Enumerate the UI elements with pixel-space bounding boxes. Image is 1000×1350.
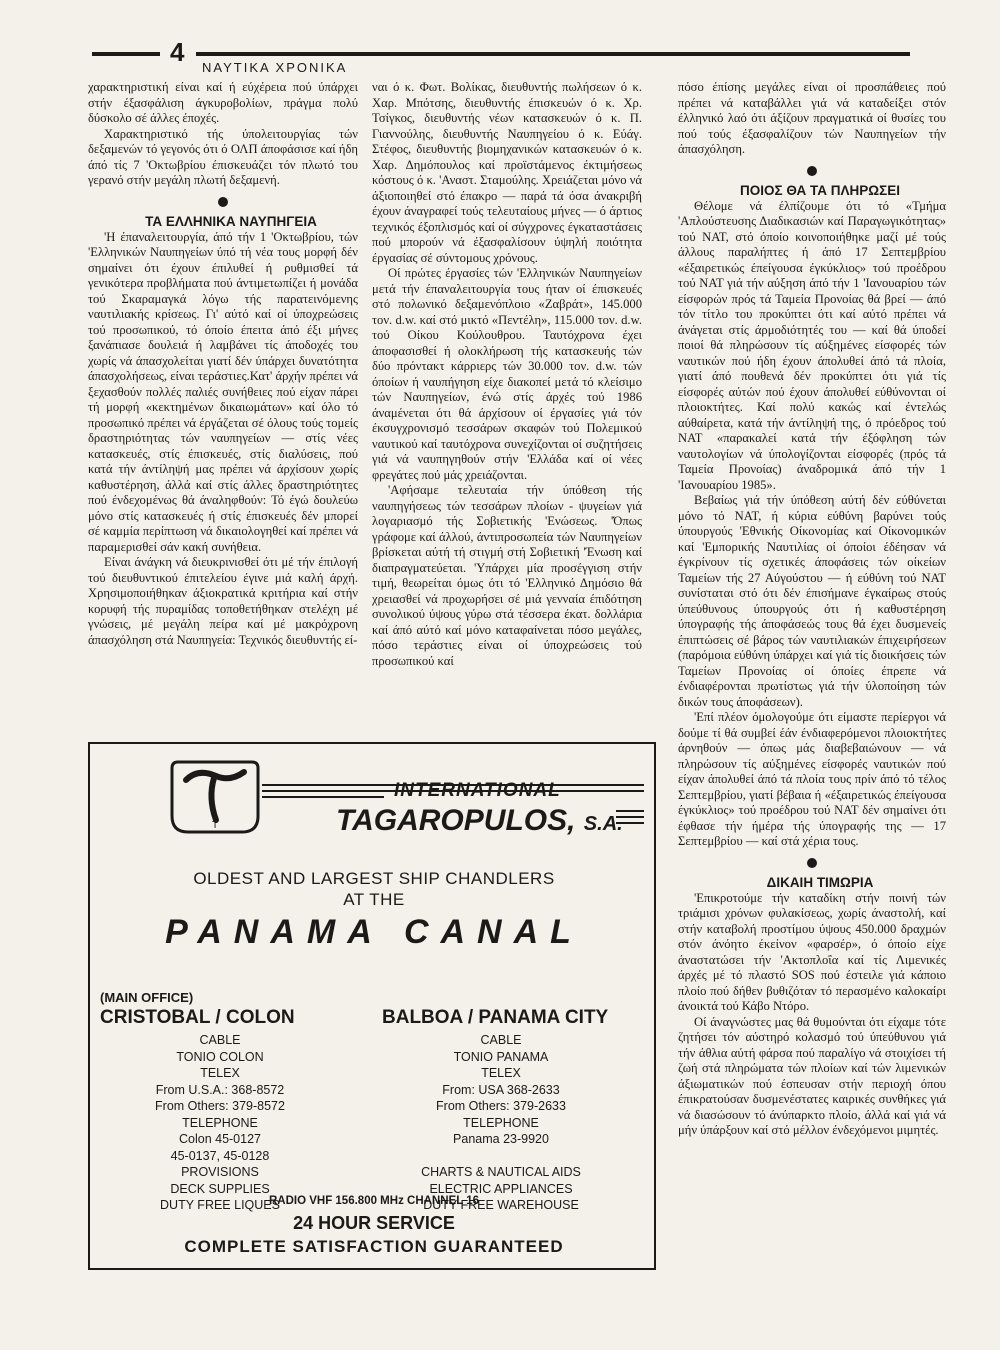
ad-line: From Others: 379-2633	[436, 1099, 566, 1113]
article-column-3	[678, 80, 946, 1139]
ad-line: Colon 45-0127	[178, 1132, 261, 1146]
ad-line: TELEX	[481, 1066, 521, 1080]
advertisement-box	[88, 742, 656, 1270]
ad-tagline-line1: OLDEST AND LARGEST SHIP CHANDLERS	[193, 869, 555, 888]
ad-line: TELEPHONE	[182, 1115, 258, 1130]
section-heading: ΠΟΙΟΣ ΘΑ ΤΑ ΠΛΗΡΩΣΕΙ	[740, 182, 900, 198]
ad-line: TONIO PANAMA	[453, 1049, 549, 1064]
paragraph: 'Επί πλέον όμολογούμε ότι είμαστε περίεργοι νά δούμε τί θά συμβεί έάν ένδιαφερόμενοι πλοιοκτήτες άρνηθούν — όπως μάς διαβεβαιώνουν — νά πληρώσουν τίς αύξημένες είσφορές ναυτικών πού είχαν άπολυθεί άπό τά πλοία τους πρίν άπό τό τέλος Σεπτεμβρίου, γιατί βέβαια ή «έξαιρετικώς έπείγουσα έγκύκλιος» τού προέδρου τού ΝΑΤ δέν σημαίνει ότι έφθασε τήν ήμέρα τής ύπογραφής της — 17 Σεπτεμβρίου — καί στά χέρια τους.	[678, 710, 946, 848]
section-bullet-icon	[807, 166, 817, 176]
ad-line: From: USA 368-2633	[442, 1082, 560, 1097]
ad-line: Panama 23-9920	[453, 1132, 549, 1146]
ad-line: CABLE	[199, 1033, 241, 1047]
ad-line: DUTY FREE WAREHOUSE	[423, 1198, 579, 1212]
paragraph: πόσο έπίσης μεγάλες είναι οί προσπάθειες πού πρέπει νά καταβάλλει γιά νά καταδείξει στόν έλληνικό λαό ότι άξίζουν πραγματικά οί θυσίες του πού τούς έξασφαλίζουν τών Ναυπηγείων τήν άπασχόληση.	[678, 80, 946, 156]
paragraph: 'Αφήσαμε τελευταία τήν ύπόθεση τής ναυπηγήσεως τών τεσσάρων πλοίων - ψυγείων γιά λογαριασμό τής Σοβιετικής 'Ενώσεως. 'Όπως γράφομε καί άλλού, άντιπροσωπεία τών Ναυπηγείων βρίσκεται αύτή τή στιγμή στή Σοβιετική 'Ένωση καί διαπραγματεύεται. 'Υπάρχει μία προσέγγιση στήν τιμή, θεωρείται όμως ότι τό 'Ελληνικό Δημόσιο θά χρειασθεί νά προχωρήσει σέ μιά γενναία έπιδότηση συνολικού ύψους γύρω στά τέσσερα έκατ. δολλάρια καί άπό αύτό καί μόνο καταφαίνεται πόσο μεγάλες, πόσο τεράστιες είναι οί ύποχρεώσεις τού προσωπικού καί	[372, 483, 642, 668]
ad-tagline	[90, 868, 658, 910]
ad-canal: PANAMA CANAL	[165, 913, 583, 951]
ad-line: PROVISIONS	[181, 1165, 259, 1179]
article-column-1	[88, 80, 358, 648]
paragraph: 'Επικροτούμε τήν καταδίκη στήν ποινή τών τριάμισι χρόνων φυλακίσεως, χωρίς άναστολή, καί στήν καταβολή προστίμου ύψους 450.000 δραχμών στόν άνόητο έκείνον «φαρσέρ», ό όποίο είχε άναστατώσει τήν 'Ακτοπλοΐα καί τίς Λιμενικές άρχές μέ τό πλαστό SOS πού έστειλε γιά κάποιο πλοίο πού δήθεν βυθιζόταν τό περασμένο καλοκαίρι άνοικτά τού Κάβο Ντόρο.	[678, 890, 946, 1013]
publication-title: ΝΑΥΤΙΚΑ ΧΡΟΝΙΚΑ	[202, 60, 348, 75]
logo-letter: T	[211, 820, 219, 831]
header-rule-right	[196, 52, 910, 56]
ad-line: TONIO COLON	[176, 1049, 264, 1064]
ad-right-contacts	[382, 1032, 620, 1214]
ad-line: 45-0137, 45-0128	[170, 1148, 270, 1163]
ad-line: TELEPHONE	[463, 1115, 539, 1130]
ad-company-name	[336, 804, 623, 841]
paragraph: Οί άναγνώστες μας θά θυμούνται ότι είχαμε τότε ζητήσει τόν αύστηρό κολασμό τού ύπεύθυνου γιά τήν άθλια αύτή φάρσα πού παραλίγο νά στοιχίσει τή ζωή στά πληρώματα τών πλοίων καί τών λιμενικών άξιωματικών πού έσπευσαν στήν περιοχή όπου έπικρατούσαν δυσμενέστατες καιρικές συνθήκες γιά νά διασώσουν τό άνύπαρκτο πλοίο, άλλά καί γιά νά μήν ύπάρξουν καί στό μέλλον ένδεχόμενοι μιμητές.	[678, 1014, 946, 1137]
section-bullet-icon	[218, 197, 228, 207]
paragraph: χαρακτηριστική είναι καί ή εύχέρεια πού ύπάρχει στήν έξασφάλιση άγκυροβολίων, πράγμα πολύ δύσκολο σέ άλλες έποχές.	[88, 80, 358, 125]
paragraph: Θέλομε νά έλπίζουμε ότι τό «Τμήμα 'Απλούστευσης Διαδικασιών καί Παραγωγικότητας» τού ΝΑΤ, στό όποίο κοινοποιήθηκε μαζί μέ τούς άλλους παραλήπτες ή άπό 17 Σεπτεμβρίου «έξαιρετικώς έπείγουσα έγκύκλιος» τού προέδρου τού ΝΑΤ γιά τήν αύξηση άπό τήν 1 'Ιανουαρίου τών είσφορών πρός τά Ταμεία Προνοίας θά βρεί — άπό τόν τίτλο του προκύπτει ότι καί αύτό πρέπει νά άνάγεται στίς άρμοδιότητές του — καί θά ύποδεί ποιοί θά πληρώσουν τίς αύξημένες είσφορές τών ναυτικών πού ήδη έχουν άπολυθεί άπό τά πλοία, γιατί άπό πουθενά δέν προκύπτει ότι γιά τίς είσφορές αύτών πού έχουν άπολυθεί εύθύνονται οί πλοιοκτήτες. Καί πολύ κακώς καί έντελώς αύθαίρετα, κατά τήν άντίληψή της, ό πρόεδρος τού ΝΑΤ «παρακαλεί κατά τήν έξόφληση τών ναυτολογίων νά ύπολογίζονται είσφορές (πρός τά Ταμεία Προνοίας) άναδρομικά άπό τήν 1 'Ιανουαρίου 1985».	[678, 198, 946, 492]
ad-guarantee: COMPLETE SATISFACTION GUARANTEED	[184, 1237, 564, 1256]
ad-line: ELECTRIC APPLIANCES	[429, 1181, 573, 1196]
ad-international: INTERNATIONAL	[394, 780, 561, 801]
ad-line: CHARTS & NAUTICAL AIDS	[421, 1165, 581, 1179]
ad-radio: RADIO VHF 156.800 MHz CHANNEL 16	[268, 1195, 480, 1207]
ad-right-city: BALBOA / PANAMA CITY	[382, 1007, 609, 1028]
ad-line: DUTY FREE LIQUES	[160, 1198, 280, 1212]
ad-line: TELEX	[200, 1066, 240, 1080]
section-bullet-icon	[807, 858, 817, 868]
article-column-2	[372, 80, 642, 669]
ad-main-office: (MAIN OFFICE)	[100, 990, 194, 1005]
ad-company-suffix: S.A.	[583, 813, 623, 835]
paragraph: Βεβαίως γιά τήν ύπόθεση αύτή δέν εύθύνεται μόνο τό ΝΑΤ, ή κύρια εύθύνη βαρύνει τούς ύπουργούς 'Εθνικής Οίκονομίας καί Οίκονομικών καί 'Εμπορικής Ναυτιλίας οί όποίοι έδέησαν νά έγκρίνουν τίς σχετικές άποφάσεις τών οίκείων Ταμείων τής 27 Αύγούστου — ή εύθύνη τού ΝΑΤ συνίσταται στό ότι δέν έπισήμανε έγκαίρως στούς ύπεύθυνους ύπουργούς ότι ή καθυστέρηση ύπογραφής τής άποφάσεώς τους θά έχει δυσμενείς έπιπτώσεις σέ βάρος τών ναυτιλιακών έπιχειρήσεων (παρόμοια εύθύνη ύπάρχει καί γιά τίς διοικήσεις τών Ταμείων Προνοίας οί όποίες έπρεπε νά ένδιαφέρονται πρωτίστως γιά τήν ύλοποίηση τών δικών τους άποφάσεων).	[678, 493, 946, 709]
ad-left-contacts	[100, 1032, 340, 1214]
ad-line	[382, 1148, 620, 1165]
ad-line: From U.S.A.: 368-8572	[155, 1082, 285, 1097]
company-logo-icon	[168, 758, 262, 836]
paragraph: Είναι άνάγκη νά διευκρινισθεί ότι μέ τήν έπιλογή τού διευθυντικού έπιτελείου έγινε μιά καλή άρχή. Χρησιμοποιήθηκαν άξιοκρατικά κριτήρια καί στήν κορυφή τής πυραμίδας τοποθετήθηκαν στελέχη μέ γνώσεις, μέ μεγάλη πείρα καί μέ μακρόχρονη άπασχόληση στά Ναυπηγεία: Τεχνικός διευθυντής εί-	[88, 555, 358, 647]
paragraph: 'Η έπαναλειτουργία, άπό τήν 1 'Οκτωβρίου, τών 'Ελληνικών Ναυπηγείων ύπό τή νέα τους μορφή δέν σημαίνει ότι έχουν έπιλυθεί ή ρυθμισθεί τά γενικότερα προβλήματα πού άντιμετωπίζει ή μονάδα τού Σκαραμαγκά λόγω τής παρατεινόμενης ναυτιλιακής κρίσεως. Γι' αύτό καί οί ύποχρεώσεις τού προσωπικού, τό όποίο έπειτα άπό έξι μήνες ξανάπιασε δουλειά ή λαμβάνει τίς άποδοχές του χωρίς νά άπασχολείται γιατί δέν ύπάρχει δυνατότητα άπασχολήσεως, είναι τεράστιες.Κατ' άρχήν πρέπει νά ξεχασθούν πολλές παλιές συνήθειες πού είχαν πάρει τή μορφή «κεκτημένων δικαιωμάτων» καί όλο τό προσωπικό πρέπει νά έργάζεται σέ όλους τούς τομείς δραστηριότητας τών ναυπηγείων — στίς νέες κατασκευές, στίς έπισκευές, στίς διαλύσεις, πού κατά τήν άντίληψή μας πρέπει νά άρχίσουν χωρίς καθυστέρηση, άλλά καί στίς άλλες δραστηριότητες πού ένδεχομένως θά άναληφθούν: Τό έγώ δουλεύω μόνο στίς κατασκευές ή στίς έπισκευές δέν μπορεί σέ καμμία περίπτωση νά δικαιολογηθεί καί πρέπει νά παραμερισθεί σάν κακή συνήθεια.	[88, 229, 358, 554]
ad-line: From Others: 379-8572	[155, 1099, 285, 1113]
page-number: 4	[170, 37, 185, 67]
paragraph: Οί πρώτες έργασίες τών 'Ελληνικών Ναυπηγείων μετά τήν έπαναλειτουργία τους ήταν οί έπισκευές στό πολωνικό δεξαμενόπλοιο «Ζαβράτ», 145.000 τον. d.w. καί στό μικτό «Πεντέλη», 115.000 τον. d.w. τού Οίκου Κούλουθρου. Ταυτόχρονα έχει άποφασισθεί ή ολοκλήρωση τής κατασκευής τών δύο πρόντακτ κάρριερς τών 30.000 τον. d.w. τών όποίων ή ναυπήγηση είχε διακοπεί μετά τό κλείσιμο τών Ναυπηγείων, ένώ στίς άρχές τού 1986 άναμένεται ότι θά άρχίσουν οί έργασίες γιά τόν έκσυγχρονισμό τεσσάρων σκαφών τού Πολεμικού ναυτικού καί ταυτόχρονα συνεχίζονται οί συζητήσεις γιά νά ναυπηγηθούν στήν 'Ελλάδα καί οί νέες φρεγάτες πού μάς χρειάζονται.	[372, 266, 642, 482]
ad-rule	[262, 796, 384, 798]
ad-service: 24 HOUR SERVICE	[293, 1213, 455, 1233]
ad-company-name-text: TAGAROPULOS,	[336, 804, 576, 837]
ad-left-city: CRISTOBAL / COLON	[100, 1007, 295, 1028]
ad-tagline-line2: AT THE	[343, 890, 405, 909]
header-rule-left	[92, 52, 160, 56]
paragraph: Χαρακτηριστικό τής ύπολειτουργίας τών δεξαμενών τό γεγονός ότι ό ΟΛΠ άποφάσισε καί ήδη άπό τίς 7 'Οκτωβρίου έπισκευάζει τόν πλωτό του γερανό στήν μεγάλη πλωτή δεξαμενή.	[88, 126, 358, 187]
ad-line: DECK SUPPLIES	[170, 1181, 270, 1196]
section-heading: ΔΙΚΑΙΗ ΤΙΜΩΡΙΑ	[766, 874, 874, 890]
ad-line: CABLE	[480, 1033, 522, 1047]
paragraph: ναι ό κ. Φωτ. Βολίκας, διευθυντής πωλήσεων ό κ. Χαρ. Μπότσης, διευθυντής έπισκευών ό κ. Χρ. Τσίγκος, διευθυντής νέων κατασκευών ό κ. Π. Γιαννούλης, διευθυντής Ναυπηγείου ό κ. Εύάγ. Στέφος, διευθυντής βιομηχανικών κατασκευών ό κ. Χαρ. Δημόπουλος καί προϊστάμενος έκτιμήσεως κόστους ό κ. 'Αναστ. Σταμούλης. Χρειάζεται μόνο νά άξιοποιηθεί στό έπακρο — παρά τά όσα άνακριβή έχουν άναγραφεί τούς τελευταίους μήνες — ό άρτιος τεχνικός έξοπλισμός καί οί σύγχρονες έγκαταστάσεις πού μπορούν νά έξασφαλίσουν ύψηλή ποιότητα έργασίας σέ σύντομους χρόνους.	[372, 80, 642, 265]
section-heading: ΤΑ ΕΛΛΗΝΙΚΑ ΝΑΥΠΗΓΕΙΑ	[145, 213, 317, 229]
